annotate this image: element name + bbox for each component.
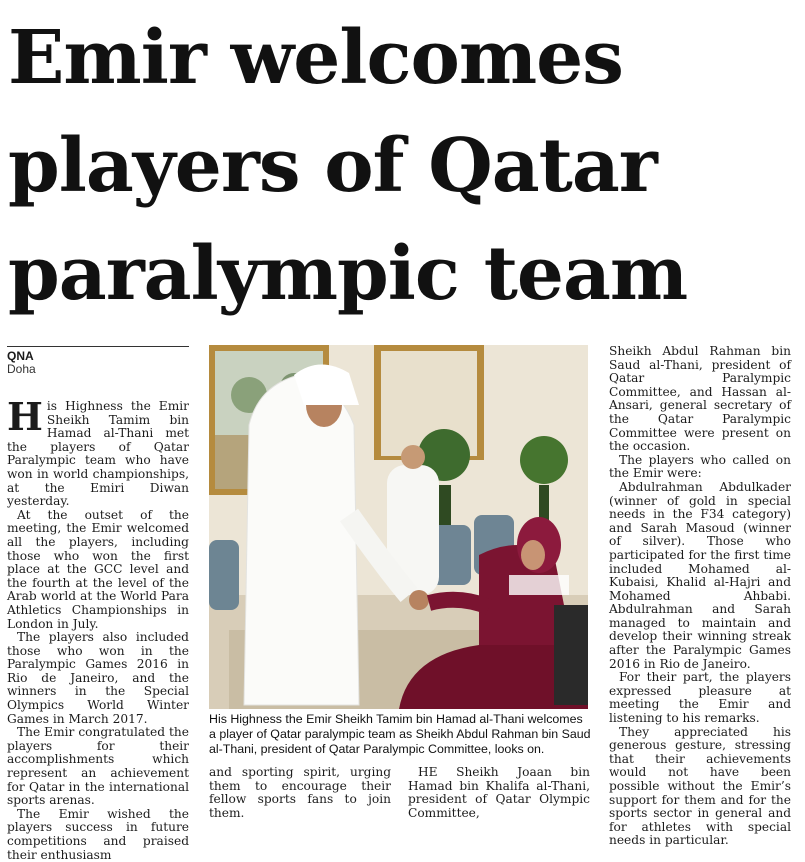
article-paragraph <box>7 394 189 509</box>
article-paragraph: Abdulrahman Abdulkader (winner of gold in special needs in the F34 category) and Sarah Masoud (winner of silver). Those who participated for the first time included Mohamed al-Kubaisi, Khalid al-Hajri and Mohamed Ahbabi. Abdulrahman and Sarah managed to maintain and develop their winning streak after the Paralympic Games 2016 in Rio de Janeiro. <box>609 479 791 671</box>
photo-illustration <box>209 345 588 709</box>
article-paragraph: The players also included those who won in the Paralympic Games 2016 in Rio de Janeiro, and the winners in the Special Olympics World Winter Games in March 2017. <box>7 630 189 726</box>
article-paragraph: The Emir congratulated the players for their accomplishments which represent an achievement for Qatar in the international sports arenas. <box>7 725 189 808</box>
paragraph-text: is Highness the Emir Sheikh Tamim bin Hamad al-Thani met the players of Qatar Paralympic team who have won in world championships, at the Emiri Diwan yesterday. <box>7 399 189 509</box>
article-paragraph: The players who called on the Emir were: <box>609 452 791 481</box>
byline-place: Doha <box>7 362 36 376</box>
article-column-3 <box>408 766 590 820</box>
article-column-2 <box>209 766 391 820</box>
article-paragraph: Sheikh Abdul Rahman bin Saud al-Thani, president of Qatar Paralympic Committee, and Hassan al-Ansari, general secretary of the Qatar Paralympic Committee were present on the occasion. <box>609 344 791 454</box>
photo-caption: His Highness the Emir Sheikh Tamim bin Hamad al-Thani welcomes a player of Qatar paralympic team as Sheikh Abdul Rahman bin Saud al-Thani, president of Qatar Paralympic Committee, looks on. <box>209 712 591 756</box>
byline-agency: QNA <box>7 349 34 363</box>
dropcap: H <box>7 394 43 439</box>
article-column-1 <box>7 394 189 862</box>
headline: Emir welcomes players of Qatar paralympic team <box>8 15 688 317</box>
article-paragraph: and sporting spirit, urging them to encourage their fellow sports fans to join them. <box>209 765 391 820</box>
article-paragraph: At the outset of the meeting, the Emir welcomed all the players, including those who won the first place at the GCC level and the fourth at the level of the Arab world at the World Para Athletics Championships in London in July. <box>7 507 189 631</box>
article-column-4 <box>609 345 791 848</box>
article-paragraph: HE Sheikh Joaan bin Hamad bin Khalifa al-Thani, president of Qatar Olympic Committee, <box>408 765 590 820</box>
news-photo <box>209 345 588 709</box>
article-paragraph: They appreciated his generous gesture, stressing that their achievements would not have been possible without the Emir’s support for them and for the sports sector in general and for athletes with special needs in particular. <box>609 724 791 848</box>
article-paragraph: The Emir wished the players success in future competitions and praised their enthusiasm <box>7 806 189 862</box>
article-paragraph: For their part, the players expressed pleasure at meeting the Emir and listening to his remarks. <box>609 670 791 726</box>
byline <box>7 346 189 376</box>
